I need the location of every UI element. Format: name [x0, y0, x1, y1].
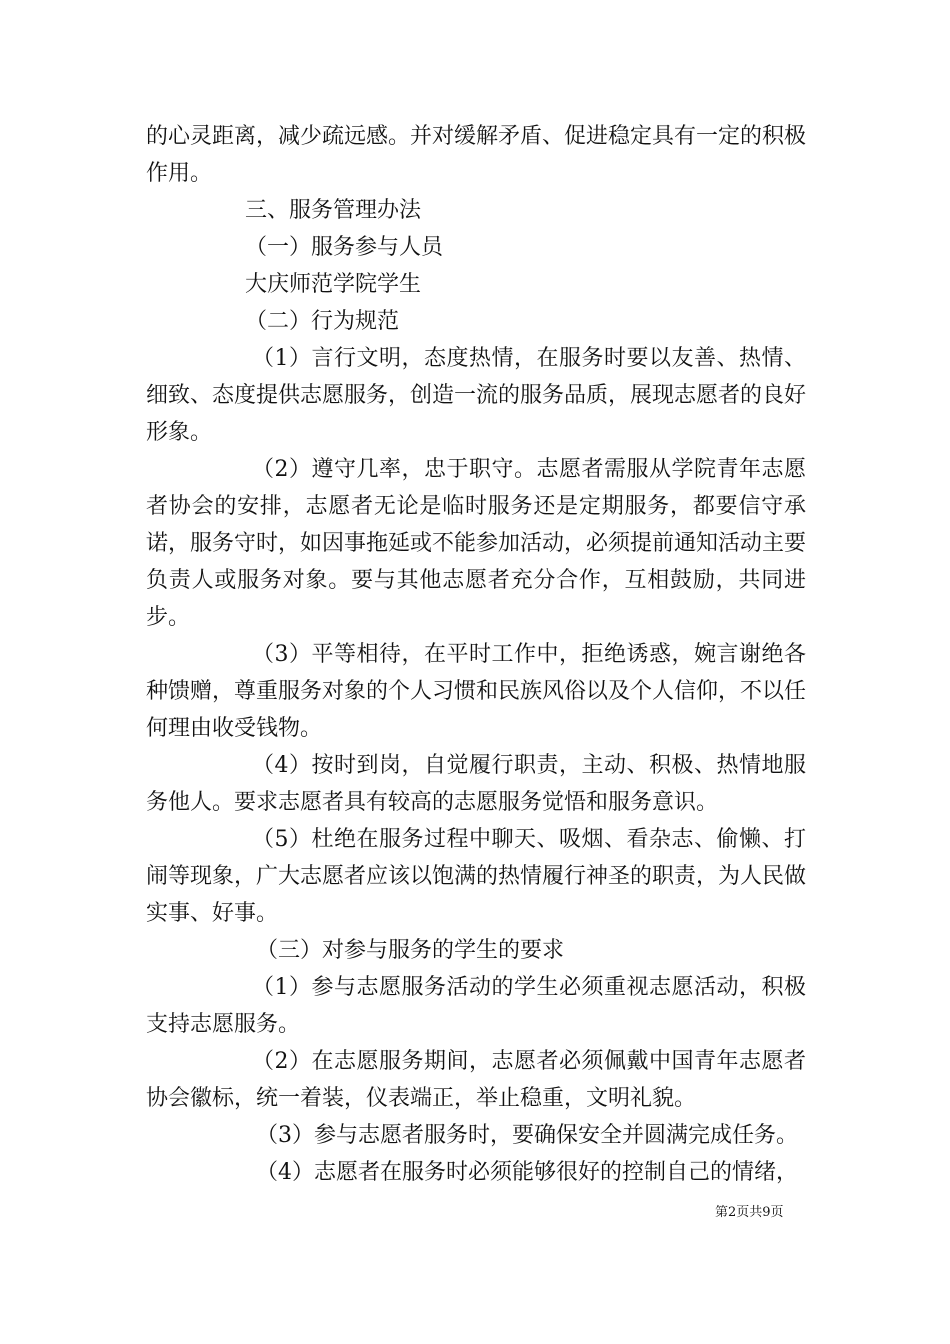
- document-body: [146, 118, 806, 1191]
- list-item: （2）遵守几率，忠于职守。志愿者需服从学院青年志愿者协会的安排，志愿者无论是临时服务还是定期服务，都要信守承诺，服务守时，如因事拖延或不能参加活动，必须提前通知活动主要负责人或服务对象。要与其他志愿者充分合作，互相鼓励，共同进步。: [146, 457, 807, 630]
- list-item: （3）平等相待，在平时工作中，拒绝诱惑，婉言谢绝各种馈赠，尊重服务对象的个人习惯和民族风俗以及个人信仰，不以任何理由收受钱物。: [146, 642, 807, 741]
- list-item: （3）参与志愿者服务时，要确保安全并圆满完成任务。: [256, 1123, 798, 1148]
- subsection-heading: （三）对参与服务的学生的要求: [256, 938, 565, 963]
- subsection-heading: （二）行为规范: [245, 309, 400, 334]
- list-item: （5）杜绝在服务过程中聊天、吸烟、看杂志、偷懒、打闹等现象，广大志愿者应该以饱满的热情履行神圣的职责，为人民做实事、好事。: [146, 827, 807, 926]
- paragraph: 大庆师范学院学生: [245, 272, 422, 297]
- page-number: 第2页共9页: [715, 1205, 784, 1220]
- list-item: （4）按时到岗，自觉履行职责，主动、积极、热情地服务他人。要求志愿者具有较高的志愿服务觉悟和服务意识。: [146, 753, 806, 815]
- list-item: （1）言行文明，态度热情，在服务时要以友善、热情、细致、态度提供志愿服务，创造一流的服务品质，展现志愿者的良好形象。: [146, 346, 807, 445]
- section-heading: 三、服务管理办法: [245, 198, 422, 223]
- list-item: （1）参与志愿服务活动的学生必须重视志愿活动，积极支持志愿服务。: [146, 975, 806, 1037]
- paragraph-continuation: 的心灵距离，减少疏远感。并对缓解矛盾、促进稳定具有一定的积极作用。: [146, 124, 807, 186]
- subsection-heading: （一）服务参与人员: [245, 235, 444, 260]
- list-item: （4）志愿者在服务时必须能够很好的控制自己的情绪，: [256, 1160, 798, 1185]
- list-item: （2）在志愿服务期间，志愿者必须佩戴中国青年志愿者协会徽标，统一着装，仪表端正，举止稳重，文明礼貌。: [146, 1049, 806, 1111]
